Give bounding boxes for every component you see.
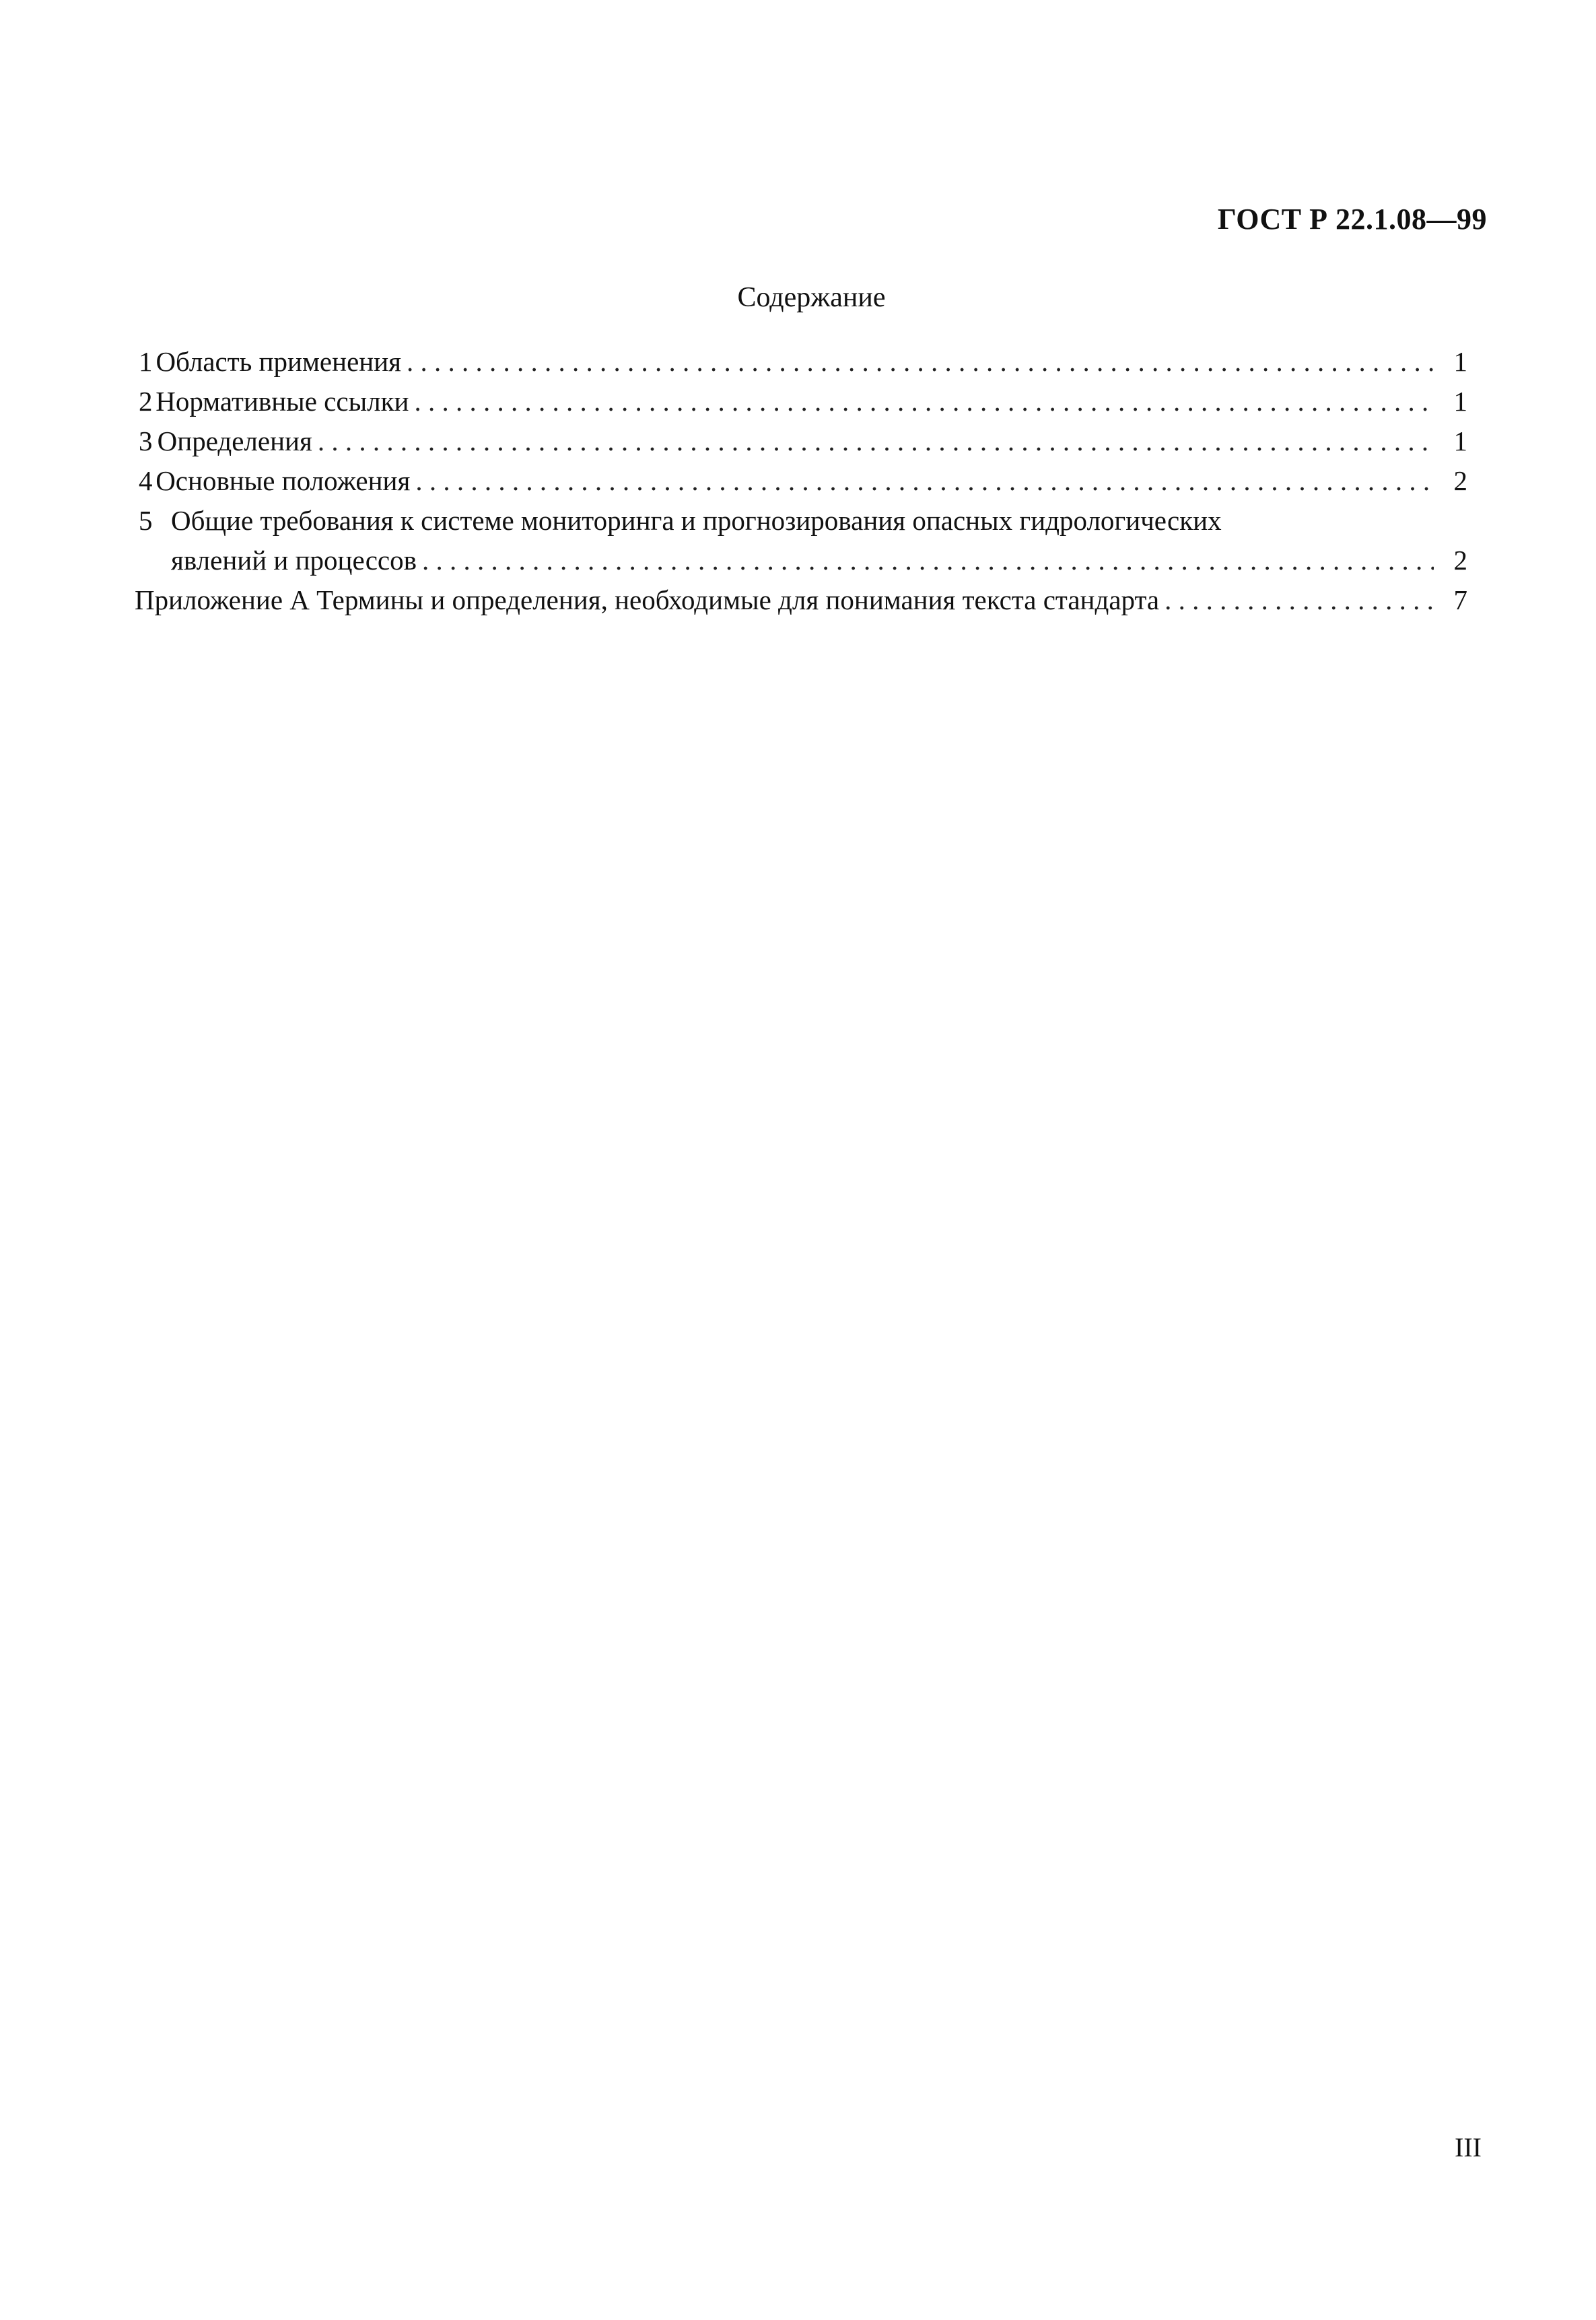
toc-entry-2[interactable]: [135, 382, 1467, 421]
toc-entry-number: 5: [139, 505, 153, 536]
dot-leader: [407, 342, 1434, 382]
toc-entry-page: 7: [1453, 584, 1467, 615]
dot-leader: [318, 421, 1434, 461]
toc-entry-4[interactable]: [135, 461, 1467, 501]
toc-entry-page: 1: [1453, 346, 1467, 377]
toc-entry-title: Нормативные ссылки: [155, 386, 409, 417]
document-code: ГОСТ Р 22.1.08—99: [1217, 203, 1487, 236]
toc-entry-title-line2: явлений и процессов: [171, 545, 417, 576]
toc-entry-page: 1: [1453, 425, 1467, 456]
toc-entry-title: Основные положения: [155, 465, 411, 496]
dot-leader: [1165, 580, 1434, 620]
toc-entry-number: 2: [139, 386, 153, 417]
toc-title: Содержание: [737, 282, 886, 313]
toc-entry-3[interactable]: [135, 421, 1467, 461]
toc-entry-number: 3: [139, 425, 153, 456]
toc-entry-title: Определения: [157, 425, 312, 456]
toc-appendix-title: Приложение А Термины и определения, необходимые для понимания текста стандарта: [135, 584, 1160, 615]
toc-entry-page: 1: [1453, 386, 1467, 417]
toc-entry-appendix-a[interactable]: [135, 580, 1467, 620]
toc-entry-number: 4: [139, 465, 153, 496]
toc-entry-5[interactable]: [135, 501, 1467, 580]
toc-entry-title-line1: Общие требования к системе мониторинга и прогнозирования опасных гидрологических: [171, 505, 1222, 536]
dot-leader: [415, 461, 1434, 501]
dot-leader: [422, 541, 1434, 580]
table-of-contents: [135, 342, 1467, 620]
toc-entry-number: 1: [139, 346, 153, 377]
toc-entry-page: 2: [1453, 465, 1467, 496]
toc-entry-title: Область применения: [155, 346, 402, 377]
dot-leader: [414, 382, 1434, 421]
toc-entry-page: 2: [1453, 545, 1467, 576]
toc-entry-1[interactable]: [135, 342, 1467, 382]
page-folio: III: [1455, 2132, 1482, 2162]
